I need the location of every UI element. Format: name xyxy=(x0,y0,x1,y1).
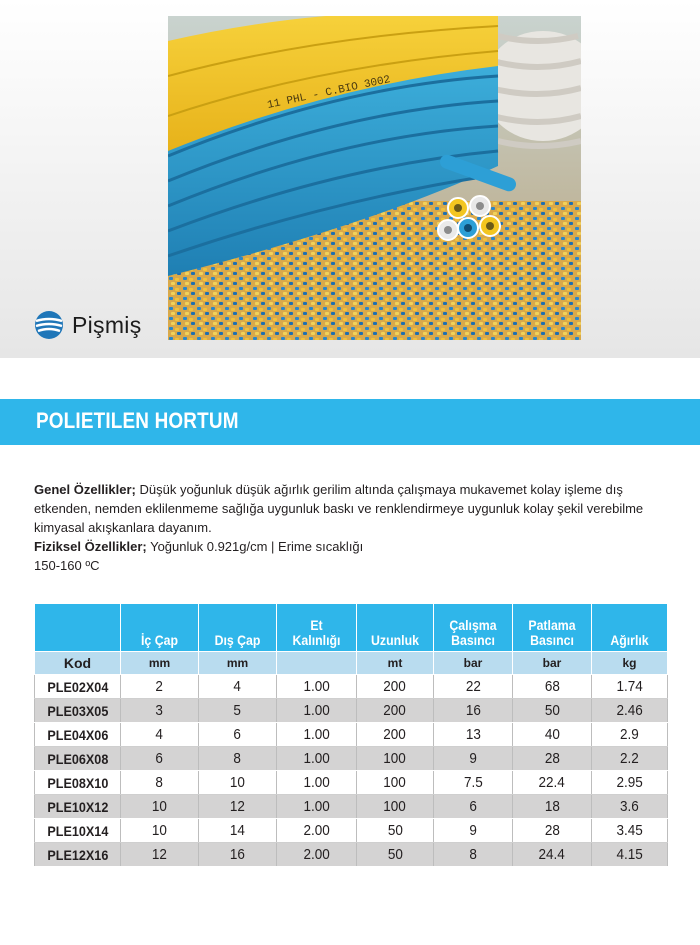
general-text: Düşük yoğunluk düşük ağırlık gerilim altında çalışmaya mukavemet kolay işleme dış etkenden, nemden eklilenmeme sağlığa uygunluk baskı ve renklendirmeye uygunluk kolay şekil verebilme kimyasal akışkanlara dayanım. xyxy=(34,482,644,535)
cell-wall-thickness xyxy=(277,723,357,747)
header-outer-diameter xyxy=(199,604,277,652)
unit-working-pressure: bar xyxy=(434,652,513,675)
table-header-row xyxy=(35,604,668,652)
cell-working-pressure xyxy=(434,795,513,819)
cell-value: 18 xyxy=(544,798,560,815)
cell-outer-diameter xyxy=(199,699,277,723)
unit-length: mt xyxy=(357,652,434,675)
cell-burst-pressure xyxy=(513,675,592,699)
table-row xyxy=(35,699,668,723)
cell-value: PLE08X10 xyxy=(47,774,108,791)
product-photo xyxy=(168,16,581,340)
header-working-pressure xyxy=(434,604,513,652)
kod-label: Kod xyxy=(35,652,121,675)
cell-value: 200 xyxy=(383,726,407,743)
cell-value: 22 xyxy=(465,678,481,695)
cell-outer-diameter xyxy=(199,675,277,699)
cell-code xyxy=(35,843,121,867)
cell-value: 4 xyxy=(233,678,242,695)
cell-value: 1.00 xyxy=(303,702,330,719)
cell-value: 200 xyxy=(383,678,407,695)
cell-value: 12 xyxy=(229,798,246,815)
cell-value: 3.45 xyxy=(616,822,643,839)
cell-outer-diameter xyxy=(199,819,277,843)
cell-value: 9 xyxy=(469,822,477,839)
cell-value: 100 xyxy=(383,750,407,767)
header-outer-diameter-line: Dış Çap xyxy=(214,632,261,648)
brand-logo xyxy=(34,308,142,342)
cell-value: PLE02X04 xyxy=(47,678,108,695)
cell-value: 12 xyxy=(151,846,168,863)
cell-burst-pressure xyxy=(513,723,592,747)
cell-working-pressure xyxy=(434,747,513,771)
cell-wall-thickness xyxy=(277,675,357,699)
cell-wall-thickness xyxy=(277,819,357,843)
cell-value: 2.2 xyxy=(620,750,639,767)
physical-properties xyxy=(34,537,664,556)
cell-weight xyxy=(592,699,668,723)
unit-burst-pressure: bar xyxy=(513,652,592,675)
cell-value: 6 xyxy=(233,726,242,743)
cell-value: 6 xyxy=(155,750,164,767)
header-burst-pressure xyxy=(513,604,592,652)
header-wall-thickness-line: Kalınlığı xyxy=(292,632,341,648)
cell-inner-diameter xyxy=(121,675,199,699)
header-weight xyxy=(592,604,668,652)
cell-outer-diameter xyxy=(199,795,277,819)
table-row xyxy=(35,723,668,747)
cell-burst-pressure xyxy=(513,747,592,771)
cell-value: 16 xyxy=(229,846,246,863)
cell-length xyxy=(357,699,434,723)
cell-value: 3 xyxy=(155,702,164,719)
cell-value: 2.9 xyxy=(620,726,639,743)
unit-weight: kg xyxy=(592,652,668,675)
cell-outer-diameter xyxy=(199,723,277,747)
general-label: Genel Özellikler; xyxy=(34,482,136,497)
cell-value: 2.00 xyxy=(303,846,330,863)
cell-value: 3.6 xyxy=(620,798,639,815)
header-inner-diameter xyxy=(121,604,199,652)
cell-length xyxy=(357,747,434,771)
cell-value: 50 xyxy=(387,846,403,863)
cell-value: 68 xyxy=(544,678,560,695)
cell-value: 100 xyxy=(383,774,407,791)
cell-working-pressure xyxy=(434,771,513,795)
cell-value: 8 xyxy=(155,774,164,791)
cell-value: 22.4 xyxy=(538,774,566,791)
cell-weight xyxy=(592,843,668,867)
header-burst-pressure-line: Patlama xyxy=(528,617,576,633)
cell-code xyxy=(35,723,121,747)
cell-value: 13 xyxy=(465,726,481,743)
unit-wall-thickness xyxy=(277,652,357,675)
cell-value: 2.95 xyxy=(616,774,643,791)
table-row xyxy=(35,675,668,699)
header-weight-line: Ağırlık xyxy=(610,632,649,648)
cell-working-pressure xyxy=(434,675,513,699)
cell-value: 50 xyxy=(544,702,560,719)
cell-working-pressure xyxy=(434,723,513,747)
cell-value: 6 xyxy=(469,798,477,815)
cell-value: PLE10X12 xyxy=(47,798,108,815)
header-wall-thickness-line: Et xyxy=(310,617,323,633)
table-unit-row xyxy=(35,652,668,675)
cell-value: PLE06X08 xyxy=(47,750,108,767)
cell-inner-diameter xyxy=(121,699,199,723)
header-length xyxy=(357,604,434,652)
cell-value: PLE04X06 xyxy=(47,726,108,743)
cell-value: 28 xyxy=(544,822,560,839)
cell-value: 1.00 xyxy=(303,726,330,743)
cell-burst-pressure xyxy=(513,795,592,819)
header-working-pressure-line: Basıncı xyxy=(451,632,495,648)
melting-temp: 150-160 ºC xyxy=(34,558,100,573)
cell-weight xyxy=(592,675,668,699)
cell-length xyxy=(357,795,434,819)
cell-value: 10 xyxy=(151,822,168,839)
cell-value: 14 xyxy=(229,822,246,839)
cell-wall-thickness xyxy=(277,747,357,771)
cell-value: 1.74 xyxy=(616,678,643,695)
cell-value: PLE03X05 xyxy=(47,702,108,719)
cell-working-pressure xyxy=(434,699,513,723)
header-code xyxy=(35,604,121,652)
cell-working-pressure xyxy=(434,819,513,843)
cell-length xyxy=(357,723,434,747)
cell-value: 9 xyxy=(469,750,477,767)
general-properties xyxy=(34,480,664,537)
brand-name: Pişmiş xyxy=(72,311,142,338)
cell-wall-thickness xyxy=(277,771,357,795)
unit-outer-diameter: mm xyxy=(199,652,277,675)
physical-label: Fiziksel Özellikler; xyxy=(34,539,147,554)
cell-value: 10 xyxy=(229,774,246,791)
cell-value: 100 xyxy=(383,798,407,815)
cell-value: 1.00 xyxy=(303,750,330,767)
cell-value: 7.5 xyxy=(463,774,483,791)
page-title: POLIETILEN HORTUM xyxy=(36,408,239,433)
cell-value: 50 xyxy=(387,822,403,839)
header-length-line: Uzunluk xyxy=(371,632,419,648)
table-row xyxy=(35,819,668,843)
cell-value: 24.4 xyxy=(538,846,566,863)
cell-length xyxy=(357,843,434,867)
description xyxy=(34,480,664,575)
physical-text: Yoğunluk 0.921g/cm | Erime sıcaklığı xyxy=(146,539,364,554)
hose-print: 11 PHL - C.BIO 3002 xyxy=(266,74,392,112)
cell-value: 8 xyxy=(233,750,242,767)
cell-inner-diameter xyxy=(121,819,199,843)
cell-length xyxy=(357,771,434,795)
cell-weight xyxy=(592,819,668,843)
cell-weight xyxy=(592,771,668,795)
header-inner-diameter-line: İç Çap xyxy=(141,632,178,648)
cell-code xyxy=(35,675,121,699)
cell-outer-diameter xyxy=(199,771,277,795)
cell-value: PLE10X14 xyxy=(47,822,108,839)
cell-weight xyxy=(592,723,668,747)
cell-value: 1.00 xyxy=(303,678,330,695)
cell-inner-diameter xyxy=(121,747,199,771)
cell-value: 2.46 xyxy=(616,702,643,719)
header-working-pressure-line: Çalışma xyxy=(449,617,497,633)
cell-weight xyxy=(592,795,668,819)
cell-code xyxy=(35,795,121,819)
header-burst-pressure-line: Basıncı xyxy=(530,632,574,648)
cell-value: 28 xyxy=(544,750,560,767)
cell-value: 2 xyxy=(155,678,164,695)
pismis-logo-icon xyxy=(34,310,64,340)
cell-wall-thickness xyxy=(277,699,357,723)
cell-value: 1.00 xyxy=(303,798,330,815)
cell-inner-diameter xyxy=(121,723,199,747)
cell-value: 5 xyxy=(233,702,242,719)
cell-length xyxy=(357,675,434,699)
cell-value: 40 xyxy=(544,726,560,743)
cell-wall-thickness xyxy=(277,843,357,867)
cell-value: PLE12X16 xyxy=(47,846,108,863)
cell-value: 1.00 xyxy=(303,774,330,791)
table-row xyxy=(35,795,668,819)
title-bar xyxy=(0,399,700,445)
table-row xyxy=(35,747,668,771)
cell-code xyxy=(35,699,121,723)
table-row xyxy=(35,771,668,795)
table-row xyxy=(35,843,668,867)
cell-outer-diameter xyxy=(199,747,277,771)
spec-table xyxy=(34,603,668,867)
cell-length xyxy=(357,819,434,843)
cell-inner-diameter xyxy=(121,843,199,867)
cell-code xyxy=(35,819,121,843)
cell-working-pressure xyxy=(434,843,513,867)
cell-inner-diameter xyxy=(121,795,199,819)
header-wall-thickness xyxy=(277,604,357,652)
cell-wall-thickness xyxy=(277,795,357,819)
cell-burst-pressure xyxy=(513,819,592,843)
cell-code xyxy=(35,747,121,771)
unit-inner-diameter: mm xyxy=(121,652,199,675)
cell-burst-pressure xyxy=(513,771,592,795)
cell-value: 10 xyxy=(151,798,168,815)
cell-value: 4.15 xyxy=(616,846,643,863)
cell-burst-pressure xyxy=(513,843,592,867)
cell-value: 16 xyxy=(465,702,481,719)
cell-code xyxy=(35,771,121,795)
cell-inner-diameter xyxy=(121,771,199,795)
cell-value: 200 xyxy=(383,702,407,719)
cell-value: 4 xyxy=(155,726,164,743)
cell-value: 8 xyxy=(469,846,477,863)
cell-weight xyxy=(592,747,668,771)
cell-outer-diameter xyxy=(199,843,277,867)
cell-value: 2.00 xyxy=(303,822,330,839)
cell-burst-pressure xyxy=(513,699,592,723)
